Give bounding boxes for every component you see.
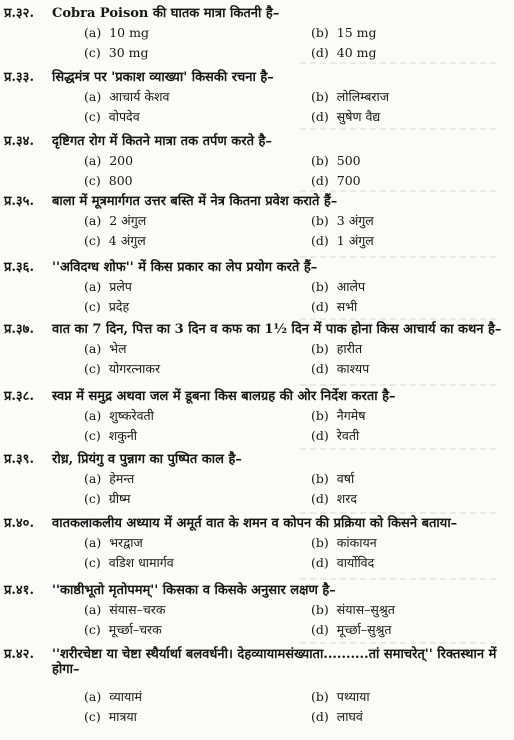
question-number: प्र.३३. [4, 70, 34, 85]
option-text: काश्यप [336, 361, 370, 376]
option-text: शुष्करेवती [109, 408, 154, 423]
option-text: 3 अंगुल [336, 213, 374, 228]
option-label: (b) [311, 471, 329, 486]
option-label: (a) [84, 535, 102, 550]
bleed-through-mark [300, 384, 500, 386]
option-text: मूर्च्छा–सुश्रुत [336, 622, 392, 637]
question-text: वातकलाकलीय अध्याय में अमूर्त वात के शमन व कोपन की प्रक्रिया को किसने बताया– [52, 516, 458, 531]
answer-option[interactable] [84, 428, 137, 443]
option-text: योगरत्नाकर [108, 361, 161, 376]
option-text: वोपदेव [108, 109, 140, 124]
option-label: (a) [84, 89, 102, 104]
question-text: वात का 7 दिन, पित्त का 3 दिन व कफ का 1½ दिन में पाक होना किस आचार्य का कथन है– [52, 322, 502, 337]
answer-option[interactable] [311, 602, 395, 617]
answer-option[interactable] [84, 213, 146, 228]
option-text: वार्योविद [336, 555, 375, 570]
option-label: (c) [84, 45, 101, 60]
answer-option[interactable] [311, 25, 377, 40]
question-text: Cobra Poison की घातक मात्रा कितनी है– [52, 6, 280, 21]
option-text: आचार्य केशव [109, 89, 170, 104]
answer-option[interactable] [311, 233, 374, 248]
answer-option[interactable] [311, 173, 361, 188]
answer-option[interactable] [84, 45, 149, 60]
option-label: (c) [84, 709, 101, 724]
answer-option[interactable] [311, 428, 359, 443]
option-label: (a) [84, 341, 102, 356]
option-text: हेमन्त [109, 471, 135, 486]
option-text: शरद [336, 491, 358, 506]
answer-option[interactable] [84, 299, 129, 314]
option-text: मात्रया [108, 709, 137, 724]
answer-option[interactable] [311, 341, 362, 356]
option-text: पथ्याया [336, 689, 370, 704]
answer-option[interactable] [84, 471, 134, 486]
answer-option[interactable] [311, 689, 370, 704]
question-number: प्र.३७. [4, 322, 34, 337]
question-text: रोध्र, प्रियंगु व पुन्नाग का पुष्पित काल है– [52, 452, 242, 467]
option-label: (c) [84, 622, 101, 637]
question-text: बाला में मूत्रमार्गगत उत्तर बस्ति में नेत्र कितना प्रवेश कराते हैं– [52, 194, 338, 209]
question-number: प्र.३४. [4, 134, 34, 149]
answer-option[interactable] [311, 153, 361, 168]
option-label: (c) [84, 361, 101, 376]
option-label: (b) [311, 153, 329, 168]
answer-option[interactable] [84, 89, 169, 104]
answer-option[interactable] [84, 279, 132, 294]
option-label: (a) [84, 602, 102, 617]
option-label: (c) [84, 173, 101, 188]
option-text: वडिश धामार्गव [108, 555, 174, 570]
option-label: (c) [84, 428, 101, 443]
option-label: (a) [84, 471, 102, 486]
option-label: (a) [84, 213, 102, 228]
option-text: भेल [109, 341, 127, 356]
question-number: प्र.३५. [4, 194, 34, 209]
option-text: कांकायन [336, 535, 377, 550]
question-text: ''अविदग्ध शोफ'' में किस प्रकार का लेप प्रयोग करते हैं– [52, 260, 318, 275]
answer-option[interactable] [84, 153, 133, 168]
answer-option[interactable] [311, 555, 374, 570]
option-text: 40 mg [336, 45, 377, 60]
bleed-through-mark [300, 512, 500, 514]
option-text: नैगमेष [336, 408, 366, 423]
option-text: सुषेण वैद्य [336, 109, 381, 124]
option-text: 500 [336, 153, 361, 168]
option-label: (b) [311, 602, 329, 617]
option-label: (a) [84, 153, 102, 168]
answer-option[interactable] [84, 555, 174, 570]
option-text: आलेप [336, 279, 366, 294]
option-label: (c) [84, 555, 101, 570]
question-text: स्वप्न में समुद्र अथवा जल में डूबना किस बालग्रह की ओर निर्देश करता है– [52, 389, 396, 404]
option-text: 2 अंगुल [109, 213, 147, 228]
question-number: प्र.३९. [4, 452, 34, 467]
option-label: (d) [311, 491, 329, 506]
option-text: मूर्च्छा–चरक [108, 622, 162, 637]
option-text: सभी [336, 299, 358, 314]
option-label: (d) [311, 428, 329, 443]
option-text: 30 mg [108, 45, 149, 60]
answer-option[interactable] [311, 279, 365, 294]
option-text: 4 अंगुल [108, 233, 146, 248]
option-text: संयास–चरक [109, 602, 166, 617]
option-label: (b) [311, 279, 329, 294]
answer-option[interactable] [311, 213, 374, 228]
answer-option[interactable] [311, 622, 392, 637]
option-label: (b) [311, 89, 329, 104]
question-number: प्र.३६. [4, 260, 34, 275]
option-label: (b) [311, 689, 329, 704]
option-label: (b) [311, 341, 329, 356]
question-text: दृष्टिगत रोग में कितने मात्रा तक तर्पण करते है– [52, 134, 272, 149]
answer-option[interactable] [311, 45, 377, 60]
answer-option[interactable] [84, 709, 137, 724]
answer-option[interactable] [84, 341, 126, 356]
option-text: हारीत [336, 341, 363, 356]
option-text: लाघवं [336, 709, 363, 724]
option-label: (a) [84, 408, 102, 423]
option-label: (d) [311, 45, 329, 60]
answer-option[interactable] [311, 709, 363, 724]
bleed-through-mark [300, 578, 500, 580]
question-text: सिद्धमंत्र पर 'प्रकाश व्याख्या' किसकी रचना है– [52, 70, 274, 85]
question-text: ''काष्ठीभूतो मृतोपमम्'' किसका व किसके अनुसार लक्षण है– [52, 583, 336, 598]
question-number: प्र.४२. [4, 647, 34, 662]
option-label: (a) [84, 279, 102, 294]
answer-option[interactable] [311, 89, 389, 104]
option-label: (d) [311, 299, 329, 314]
answer-option[interactable] [84, 173, 133, 188]
option-label: (b) [311, 213, 329, 228]
bleed-through-mark [300, 642, 500, 644]
option-text: भरद्वाज [109, 535, 143, 550]
option-label: (b) [311, 408, 329, 423]
option-label: (b) [311, 25, 329, 40]
question-number: प्र.४१. [4, 583, 34, 598]
answer-option[interactable] [311, 361, 369, 376]
option-label: (d) [311, 709, 329, 724]
answer-option[interactable] [84, 233, 146, 248]
option-label: (d) [311, 233, 329, 248]
question-number: प्र.३८. [4, 389, 34, 404]
option-label: (a) [84, 689, 102, 704]
option-label: (d) [311, 555, 329, 570]
option-label: (b) [311, 535, 329, 550]
option-text: लोलिम्बराज [336, 89, 390, 104]
answer-option[interactable] [84, 408, 154, 423]
option-label: (d) [311, 361, 329, 376]
answer-option[interactable] [311, 535, 377, 550]
option-label: (d) [311, 173, 329, 188]
bleed-through-mark [300, 128, 500, 130]
bleed-through-mark [300, 190, 500, 192]
option-text: 10 mg [109, 25, 149, 40]
bleed-through-mark [300, 448, 500, 450]
bleed-through-mark [300, 256, 500, 258]
option-text: प्रलेप [109, 279, 132, 294]
option-label: (c) [84, 491, 101, 506]
option-text: 700 [336, 173, 361, 188]
answer-option[interactable] [84, 602, 166, 617]
answer-option[interactable] [311, 471, 354, 486]
option-label: (d) [311, 109, 329, 124]
answer-option[interactable] [311, 299, 357, 314]
question-number: प्र.३२. [4, 6, 34, 21]
option-text: 15 mg [336, 25, 377, 40]
option-label: (c) [84, 233, 101, 248]
question-number: प्र.४०. [4, 516, 34, 531]
bleed-through-mark [300, 318, 500, 320]
answer-option[interactable] [311, 109, 380, 124]
answer-option[interactable] [311, 491, 357, 506]
answer-option[interactable] [84, 361, 160, 376]
option-text: संयास–सुश्रुत [336, 602, 395, 617]
option-label: (c) [84, 109, 101, 124]
answer-option[interactable] [84, 622, 162, 637]
option-label: (d) [311, 622, 329, 637]
question-text: ''शरीरचेष्टा या चेष्टा स्थैर्यार्था बलवर्धनी। देहव्यायामसंख्याता..........तां समाचरेत्'' रिक्तस्थान में होगा– [52, 647, 497, 677]
option-text: वर्षा [336, 471, 355, 486]
answer-option[interactable] [84, 491, 130, 506]
answer-option[interactable] [311, 408, 365, 423]
option-text: शकुनी [108, 428, 138, 443]
answer-option[interactable] [84, 689, 142, 704]
option-text: रेवती [336, 428, 360, 443]
answer-option[interactable] [84, 25, 149, 40]
bleed-through-mark [300, 62, 500, 64]
option-text: प्रदेह [108, 299, 130, 314]
option-label: (c) [84, 299, 101, 314]
option-text: 200 [109, 153, 134, 168]
answer-option[interactable] [84, 109, 140, 124]
option-text: ग्रीष्म [108, 491, 131, 506]
option-text: व्यायामं [109, 689, 142, 704]
option-text: 800 [108, 173, 133, 188]
option-label: (a) [84, 25, 102, 40]
answer-option[interactable] [84, 535, 143, 550]
option-text: 1 अंगुल [336, 233, 374, 248]
